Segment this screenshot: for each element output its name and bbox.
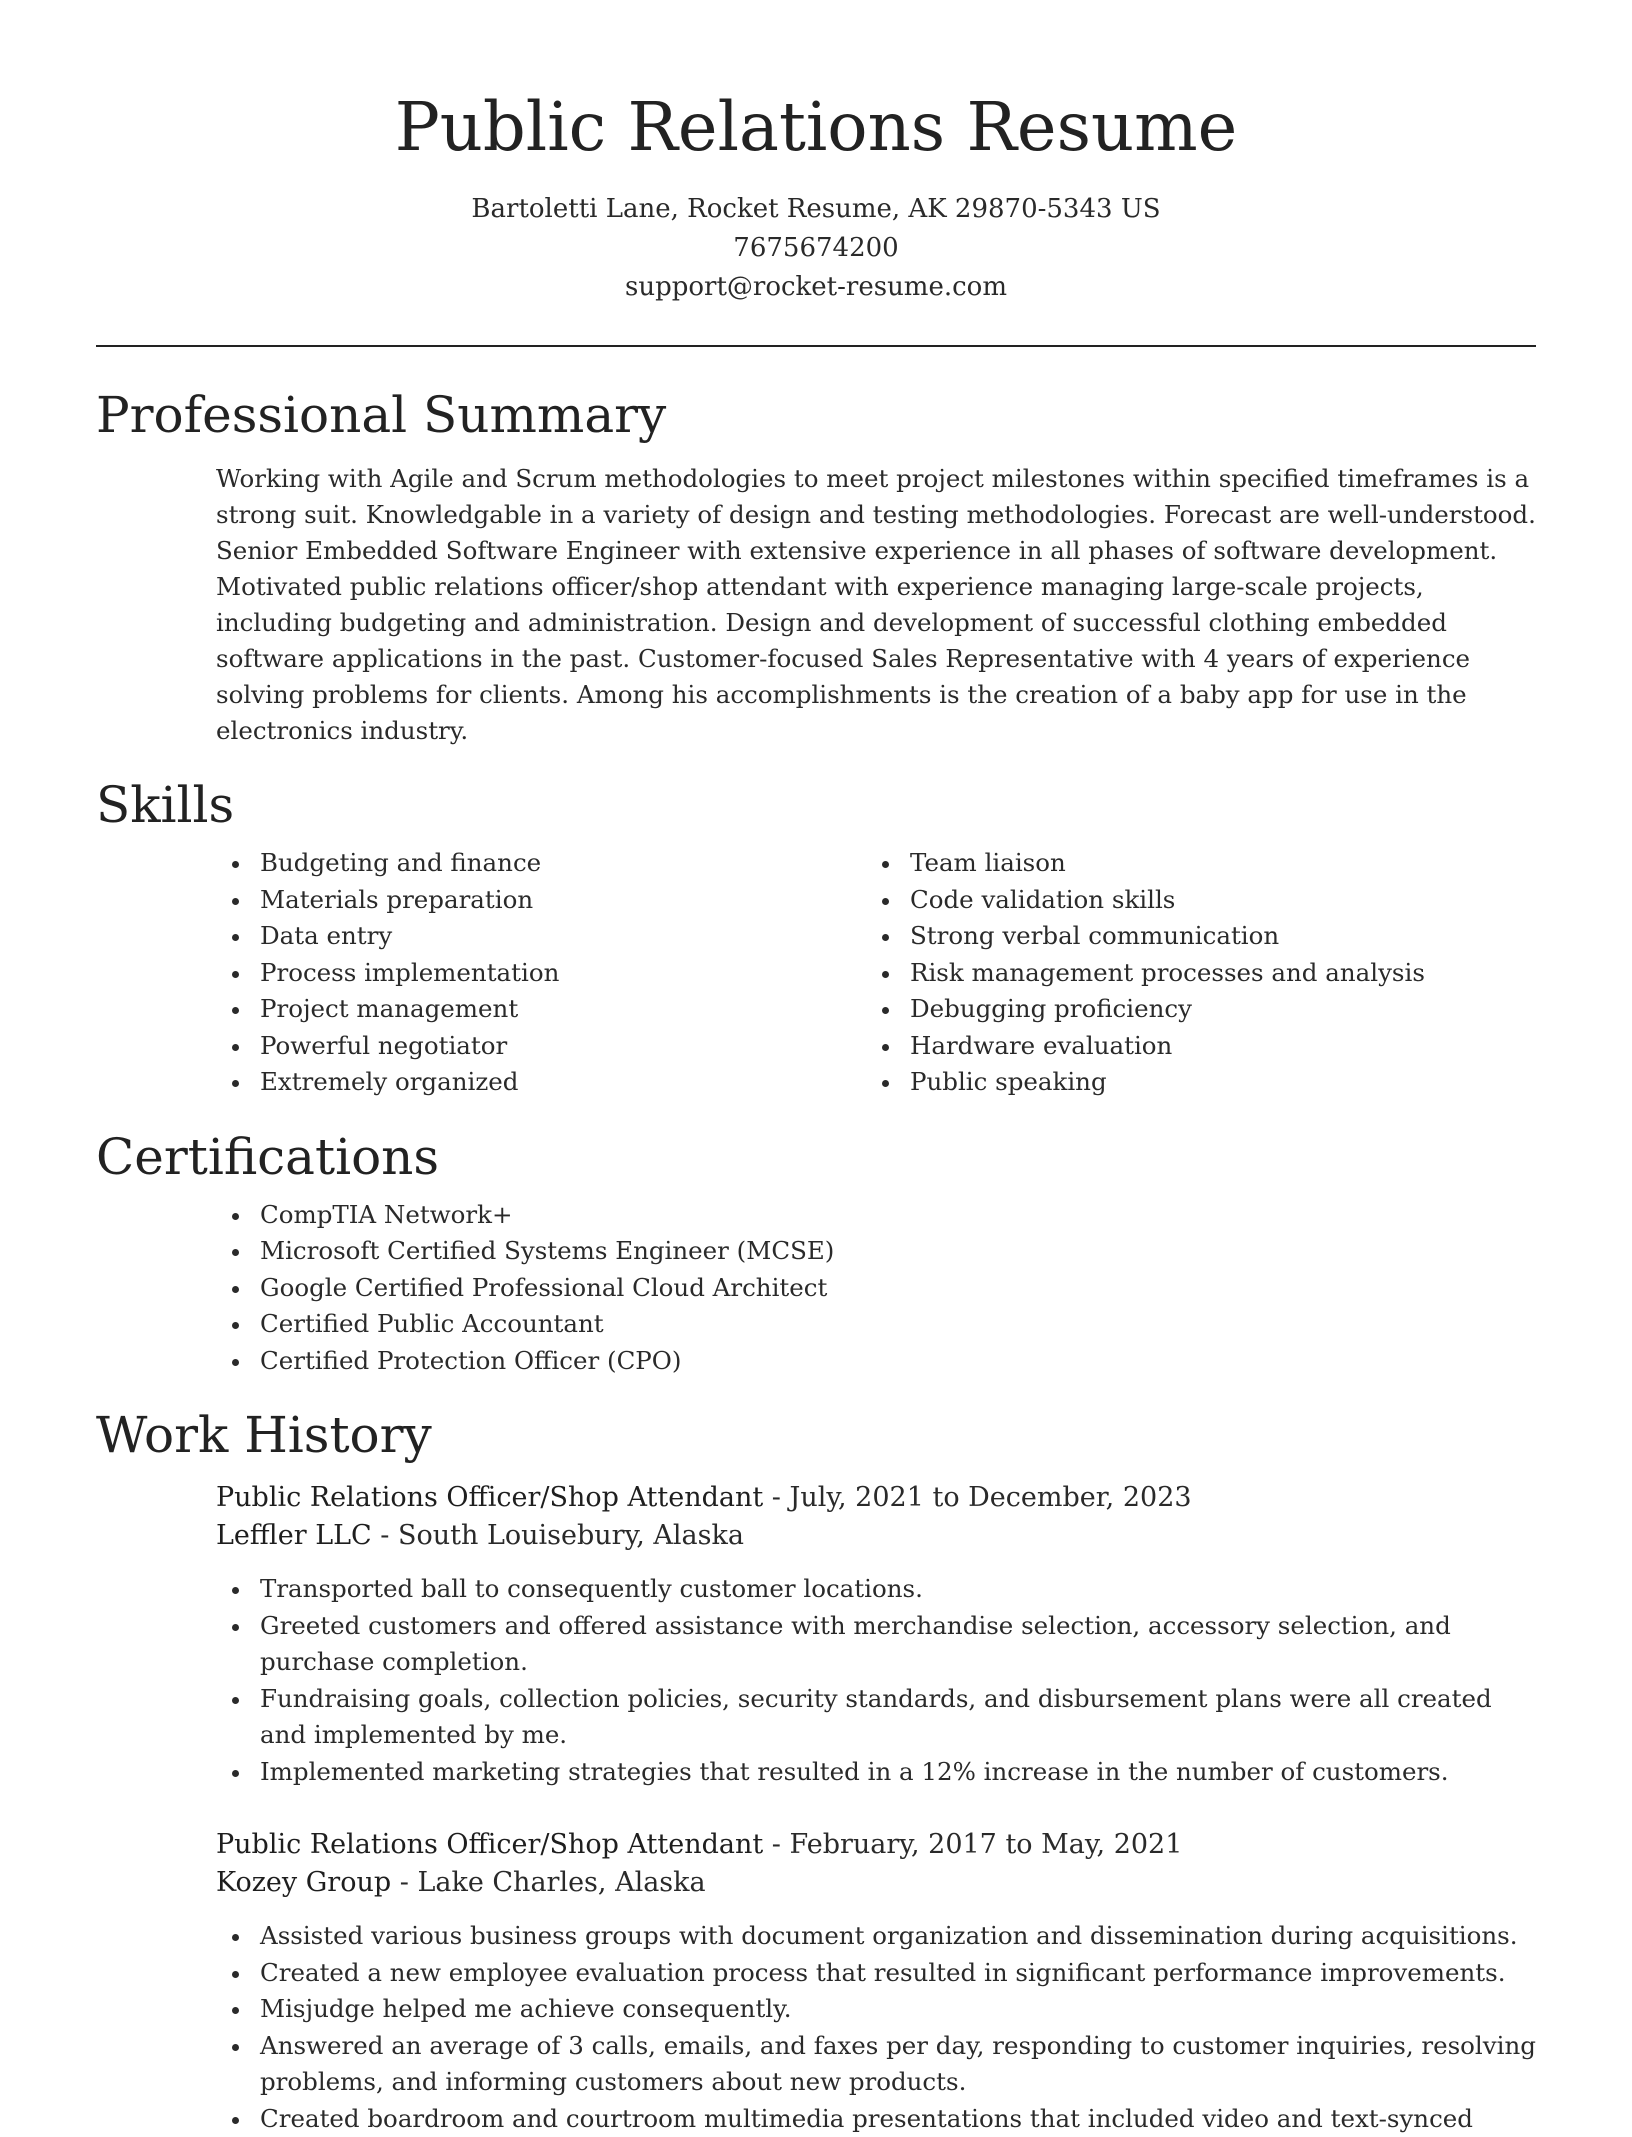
job-bullets: [216, 1918, 1536, 2137]
certifications-heading: Certifications: [96, 1127, 1536, 1187]
job-dates: - February, 2017 to May, 2021: [763, 1829, 1182, 1860]
summary-heading: Professional Summary: [96, 385, 1536, 445]
job-bullet: [260, 1571, 1536, 1608]
job-company-line: [216, 1864, 1536, 1902]
certification-item: [260, 1306, 1536, 1343]
skill-item: [910, 1028, 1516, 1065]
bullet-icon: [882, 861, 889, 868]
job-bullet-text: Fundraising goals, collection policies, security standards, and disbursement plans were all created and implemented by me.: [260, 1684, 1492, 1750]
job-location: - Lake Charles, Alaska: [391, 1867, 705, 1898]
job-dates: - July, 2021 to December, 2023: [763, 1482, 1191, 1513]
job-bullet-text: Implemented marketing strategies that resulted in a 12% increase in the number of customers.: [260, 1757, 1449, 1786]
bullet-icon: [232, 1934, 239, 1941]
job-bullets-wrap: [216, 1918, 1536, 2137]
certification-item: [260, 1197, 1536, 1234]
skill-item: [260, 991, 866, 1028]
email: support@rocket-resume.com: [96, 268, 1536, 307]
bullet-icon: [232, 1624, 239, 1631]
job-bullet: [260, 1955, 1536, 1992]
bullet-icon: [232, 1971, 239, 1978]
job-bullet-text: Answered an average of 3 calls, emails, and faxes per day, responding to customer inquiries, resolving problems, and informing customers about new products.: [260, 2031, 1536, 2097]
skill-label: Extremely organized: [260, 1067, 518, 1096]
skills-list-right: [866, 845, 1516, 1101]
skill-item: [260, 1064, 866, 1101]
job-bullet-text: Created a new employee evaluation process that resulted in significant performance improvements.: [260, 1958, 1506, 1987]
bullet-icon: [232, 1697, 239, 1704]
summary-text: Working with Agile and Scrum methodologies to meet project milestones within specified timeframes is a strong suit. Knowledgable in a variety of design and testing methodologies. Forecast are well-understood. Senior Embedded Software Engineer with extensive experience in all phases of software development. Motivated public relations officer/shop attendant with experience managing large-scale projects, including budgeting and administration. Design and development of successful clothing embedded software applications in the past. Customer-focused Sales Representative with 4 years of experience solving problems for clients. Among his accomplishments is the creation of a baby app for use in the electronics industry.: [216, 461, 1536, 749]
skill-label: Risk management processes and analysis: [910, 958, 1425, 987]
work-history-section: [96, 1405, 1536, 2137]
job-company: Kozey Group: [216, 1867, 391, 1898]
skill-item: [910, 991, 1516, 1028]
header-divider: [96, 345, 1536, 347]
skill-label: Public speaking: [910, 1067, 1107, 1096]
bullet-icon: [232, 1770, 239, 1777]
job-role: Public Relations Officer/Shop Attendant: [216, 1482, 763, 1513]
skill-item: [260, 1028, 866, 1065]
skill-label: Materials preparation: [260, 885, 533, 914]
skill-label: Code validation skills: [910, 885, 1175, 914]
resume-page: [96, 0, 1536, 2137]
skills-column-right: [866, 845, 1516, 1101]
job-bullet: [260, 1608, 1536, 1681]
bullet-icon: [232, 971, 239, 978]
certification-label: CompTIA Network+: [260, 1200, 513, 1229]
certification-label: Microsoft Certified Systems Engineer (MCSE): [260, 1236, 834, 1265]
skill-label: Powerful negotiator: [260, 1031, 507, 1060]
bullet-icon: [232, 1007, 239, 1014]
certifications-list: [216, 1197, 1536, 1380]
bullet-icon: [232, 1359, 239, 1366]
skills-list-left: [216, 845, 866, 1101]
skill-label: Debugging proficiency: [910, 994, 1192, 1023]
skill-item: [910, 955, 1516, 992]
job-bullet-text: Assisted various business groups with document organization and dissemination during acquisitions.: [260, 1921, 1518, 1950]
skill-item: [260, 845, 866, 882]
job-title-line: [216, 1479, 1536, 1517]
job-bullet: [260, 1991, 1536, 2028]
phone: 7675674200: [96, 229, 1536, 268]
skill-item: [260, 882, 866, 919]
certification-label: Certified Protection Officer (CPO): [260, 1346, 681, 1375]
bullet-icon: [232, 2044, 239, 2051]
certifications-section: [96, 1127, 1536, 1380]
bullet-icon: [232, 1213, 239, 1220]
job-bullet: [260, 1918, 1536, 1955]
job-bullet-text: Greeted customers and offered assistance with merchandise selection, accessory selection, and purchase completion.: [260, 1611, 1451, 1677]
bullet-icon: [882, 1080, 889, 1087]
certifications-list-wrap: [216, 1197, 1536, 1380]
bullet-icon: [882, 1044, 889, 1051]
certification-label: Certified Public Accountant: [260, 1309, 604, 1338]
contact-info: [96, 190, 1536, 307]
bullet-icon: [232, 1249, 239, 1256]
certification-label: Google Certified Professional Cloud Architect: [260, 1273, 827, 1302]
skill-item: [260, 955, 866, 992]
skill-label: Project management: [260, 994, 518, 1023]
job-bullet: [260, 1681, 1536, 1754]
job-bullet-text: Misjudge helped me achieve consequently.: [260, 1994, 792, 2023]
job-entry: [216, 1826, 1536, 2137]
bullet-icon: [232, 1322, 239, 1329]
bullet-icon: [882, 971, 889, 978]
bullet-icon: [882, 898, 889, 905]
bullet-icon: [232, 934, 239, 941]
bullet-icon: [882, 934, 889, 941]
skill-item: [910, 882, 1516, 919]
bullet-icon: [882, 1007, 889, 1014]
bullet-icon: [232, 2007, 239, 2014]
job-location: - South Louisebury, Alaska: [372, 1520, 744, 1551]
job-role: Public Relations Officer/Shop Attendant: [216, 1829, 763, 1860]
skills-section: [96, 775, 1536, 1101]
bullet-icon: [232, 1044, 239, 1051]
bullet-icon: [232, 898, 239, 905]
skill-item: [260, 918, 866, 955]
job-entry: [216, 1479, 1536, 1790]
skill-label: Team liaison: [910, 848, 1066, 877]
skill-item: [910, 918, 1516, 955]
certification-item: [260, 1233, 1536, 1270]
page-title: Public Relations Resume: [96, 84, 1536, 170]
skill-item: [910, 845, 1516, 882]
certification-item: [260, 1343, 1536, 1380]
job-bullet-text: Transported ball to consequently customer locations.: [260, 1574, 923, 1603]
job-bullet: [260, 1754, 1536, 1791]
skill-label: Budgeting and finance: [260, 848, 541, 877]
skill-item: [910, 1064, 1516, 1101]
skill-label: Hardware evaluation: [910, 1031, 1172, 1060]
bullet-icon: [232, 1286, 239, 1293]
job-bullets: [216, 1571, 1536, 1790]
job-company: Leffler LLC: [216, 1520, 372, 1551]
skills-columns: [216, 845, 1536, 1101]
skill-label: Process implementation: [260, 958, 559, 987]
address: Bartoletti Lane, Rocket Resume, AK 29870-5343 US: [96, 190, 1536, 229]
skills-column-left: [216, 845, 866, 1101]
work-history-heading: Work History: [96, 1405, 1536, 1465]
job-bullet: [260, 2101, 1536, 2137]
bullet-icon: [232, 1080, 239, 1087]
job-bullet: [260, 2028, 1536, 2101]
job-bullet-text: Created boardroom and courtroom multimedia presentations that included video and text-synced: [260, 2104, 1473, 2133]
bullet-icon: [232, 2117, 239, 2124]
bullet-icon: [232, 861, 239, 868]
skill-label: Strong verbal communication: [910, 921, 1279, 950]
skills-heading: Skills: [96, 775, 1536, 835]
bullet-icon: [232, 1587, 239, 1594]
summary-section: [96, 385, 1536, 749]
certification-item: [260, 1270, 1536, 1307]
job-title-line: [216, 1826, 1536, 1864]
job-bullets-wrap: [216, 1571, 1536, 1790]
skill-label: Data entry: [260, 921, 392, 950]
job-company-line: [216, 1517, 1536, 1555]
